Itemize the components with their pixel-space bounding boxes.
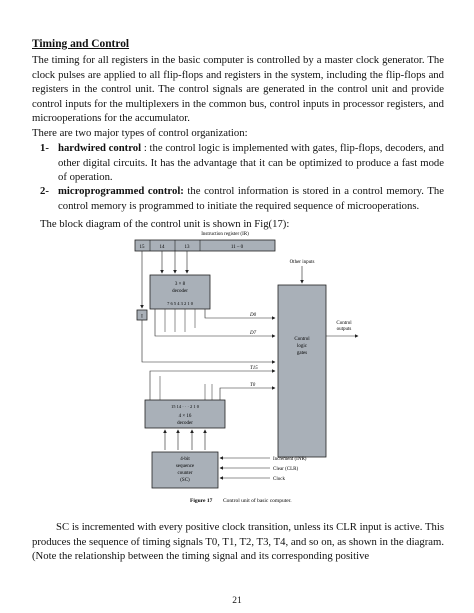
d7-label: D7 [250, 331, 257, 336]
list-number: 2- [40, 185, 49, 197]
ir-bit-12: 13 [184, 245, 190, 250]
sc-line1: 4-bit [180, 457, 190, 462]
figure-intro: The block diagram of the control unit is shown in Fig(17): [40, 218, 290, 230]
decoder-3x8-title: 3 × 8 [174, 282, 186, 287]
control-logic-line3: gates [296, 351, 308, 356]
list-item-microprogrammed [40, 184, 444, 213]
list-item-hardwired [40, 141, 444, 185]
control-logic-line2: logic [297, 344, 307, 349]
d0-label: D0 [250, 313, 257, 318]
i-label: I [141, 314, 143, 320]
ir-bit-15: 15 [139, 245, 145, 250]
sc-line4: (SC) [180, 478, 190, 483]
control-unit-diagram [120, 228, 370, 506]
decoder-4x16-bits: 15 14 · · · 2 1 0 [170, 404, 200, 409]
clear-label: Clear (CLR) [273, 467, 299, 472]
ir-label: Instruction register (IR) [201, 232, 249, 237]
figure-caption-label: Figure 17 [190, 498, 213, 504]
increment-label: Increment (INR) [273, 457, 307, 462]
t0-label: T0 [250, 383, 256, 388]
control-logic-line1: Control [294, 337, 310, 342]
term-microprogrammed: microprogrammed control: [58, 185, 184, 197]
control-types-intro: There are two major types of control organization: [32, 127, 248, 139]
decoder-4x16-word: decoder [177, 421, 193, 426]
ir-bits-11-0: 11 – 0 [230, 245, 244, 250]
figure-caption: Control unit of basic computer. [223, 498, 292, 504]
ir-bit-14: 14 [159, 245, 165, 250]
sequence-counter [152, 452, 218, 488]
sc-line3: counter [177, 471, 193, 476]
decoder-3x8-word: decoder [172, 289, 188, 294]
control-outputs-line1: Control [336, 321, 352, 326]
i-flipflop [137, 310, 147, 320]
instruction-register [135, 240, 275, 251]
control-outputs-line2: outputs [336, 327, 352, 332]
definition-microprogrammed: the control information is stored in a control memory. The control memory is programmed to initiate the required sequence of microoperations. [58, 185, 444, 212]
term-hardwired: hardwired control [58, 142, 142, 154]
section-heading: Timing and Control [32, 38, 130, 50]
clock-label: Clock [273, 477, 285, 482]
page-number: 21 [232, 596, 242, 606]
decoder-4x16-title: 4 × 16 [178, 414, 192, 419]
decoder-3x8-outputs: 7 6 5 4 3 2 1 0 [167, 301, 193, 306]
decoder-4x16 [145, 400, 225, 428]
definition-hardwired: : the control logic is implemented with gates, flip-flops, decoders, and other digital circuits. It has the advantage that it can be optimized to produce a fast mode of operation. [58, 142, 444, 184]
list-number: 1- [40, 142, 49, 154]
sc-paragraph: SC is incremented with every positive clock transition, unless its CLR input is active. This produces the sequence of timing signals T0, T1, T2, T3, T4, and so on, as shown in the diagram. (Note the relationship between the timing signal and its corresponding positive [32, 521, 444, 563]
control-logic-gates [278, 285, 326, 457]
intro-paragraph: The timing for all registers in the basic computer is controlled by a master clock generator. The clock pulses are applied to all flip-flops and registers in the system, including the flip-flops and registers in the control unit. The control signals are generated in the control unit and provide control inputs for the multiplexers in the common bus, control inputs in processor registers, and microoperations for the accumulator. [32, 54, 444, 125]
decoder-3x8 [150, 275, 210, 309]
t15-label: T15 [250, 366, 258, 371]
sc-line2: sequence [175, 464, 195, 469]
other-inputs-label: Other inputs [289, 260, 315, 265]
